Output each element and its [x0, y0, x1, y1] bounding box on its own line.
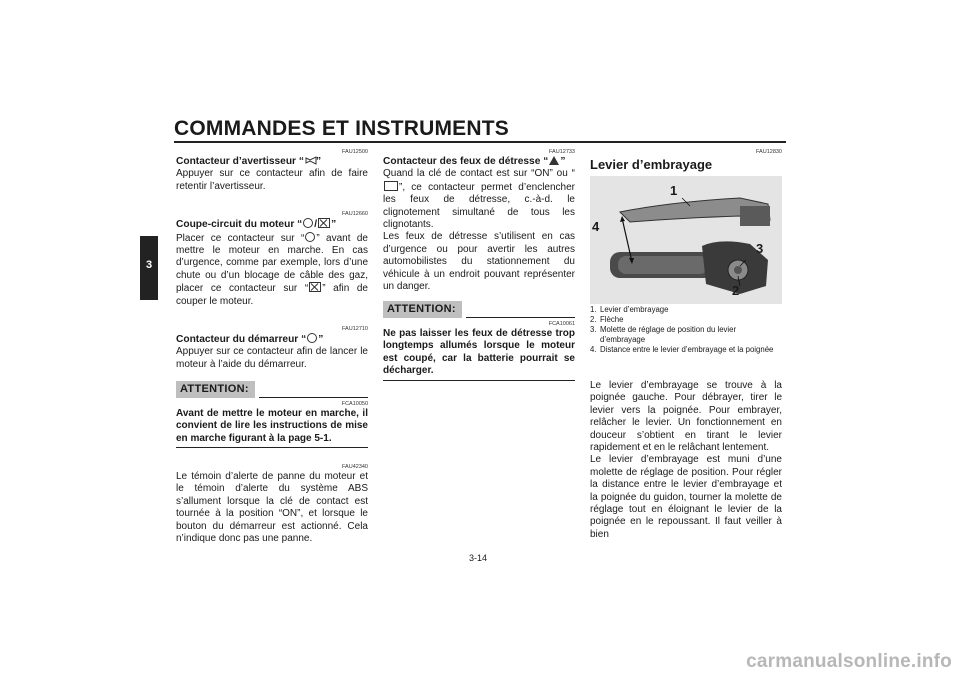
clutch-paragraph-2: Le levier d’embrayage est muni d’une molette de réglage de position. Pour régler la distance entre le levier d’embrayage et la poignée du guidon, tourner la molette de réglage tout en éloignant le levier de la poignée en le repoussant. Il faut veiller à bien	[590, 454, 782, 540]
page-header-title: COMMANDES ET INSTRUMENTS	[174, 117, 509, 140]
reference-code: FAU12660	[342, 211, 368, 218]
clutch-lever-figure	[590, 176, 782, 304]
engine-stop-icon	[309, 282, 321, 292]
column-left	[176, 149, 368, 545]
reference-code: FCA10061	[548, 320, 575, 327]
hazard-icon	[549, 156, 559, 165]
figure-callout-3: 3	[756, 241, 764, 256]
caption-item: 2. Flèche	[590, 315, 624, 324]
hazard-description-2: Les feux de détresse s’utilisent en cas d’urgence ou pour avertir les autres automobilistes du stationnement du véhicule à un endroit pouvant représenter un danger.	[383, 231, 575, 293]
section-heading-starter: Contacteur du démarreur “ ”	[176, 334, 324, 346]
reference-code: FAU42340	[342, 463, 368, 470]
reference-code: FCA10050	[341, 400, 368, 407]
section-heading-hazard: Contacteur des feux de détresse “ ”	[383, 156, 566, 167]
column-right-body	[590, 380, 782, 541]
attention-badge: ATTENTION:	[383, 301, 462, 317]
horn-icon	[305, 156, 315, 164]
section-heading-clutch: Levier d’embrayage	[590, 157, 713, 172]
figure-captions	[590, 305, 782, 355]
watermark: carmanualsonline.info	[746, 651, 952, 672]
hazard-description-1: Quand la clé de contact est sur “ON” ou “”, ce contacteur permet d’enclencher les feux de détresse, c.-à-d. le clignotement simultané de tous les clignotants.	[383, 168, 575, 231]
caption-item: 4. Distance entre le levier d’embrayage et la poignée	[590, 345, 774, 354]
attention-text: Ne pas laisser les feux de détresse trop longtemps allumés lorsque le moteur est coupé, car la batterie pourrait se décharger.	[383, 328, 575, 381]
starter-description: Appuyer sur ce contacteur afin de lancer le moteur à l’aide du démarreur.	[176, 346, 368, 370]
section-heading-engine-stop: Coupe-circuit du moteur “ / ”	[176, 219, 337, 231]
attention-rule	[466, 317, 575, 318]
section-heading-horn: Contacteur d’avertisseur “ ”	[176, 156, 322, 167]
starter-icon	[307, 333, 317, 343]
reference-code: FAU12500	[342, 149, 368, 155]
page-number: 3-14	[469, 553, 488, 563]
attention-rule	[259, 397, 368, 398]
attention-text: Avant de mettre le moteur en marche, il convient de lire les instructions de mise en marche figurant à la page 5-1.	[176, 408, 368, 448]
clutch-paragraph-1: Le levier d’embrayage se trouve à la poignée gauche. Pour débrayer, tirer le levier vers la poignée. Pour embrayer, relâcher le levier. Un fonctionnement en douceur s’obtient en tirant le levier rapidement et en le relâchant lentement.	[590, 380, 782, 454]
attention-header	[176, 381, 368, 397]
abs-warning-description: Le témoin d’alerte de panne du moteur et le témoin d’alerte du système ABS s’allument lorsque la clé de contact est tournée à la position “ON”, et lorsque le bouton du démarreur est actionné. Cela n’indique donc pas une panne.	[176, 470, 368, 544]
header-rule	[174, 141, 786, 143]
figure-callout-1: 1	[670, 183, 678, 198]
reference-code: FAU12710	[342, 326, 368, 333]
engine-stop-description: Placer ce contacteur sur “ ” avant de mettre le moteur en marche. En cas d’urgence, comme par exemple, lors d’une chute ou d’un blocage de câble des gaz, placer ce contacteur sur “ ” afin de couper le moteur.	[176, 232, 368, 307]
parking-key-icon	[384, 181, 398, 191]
figure-callout-4: 4	[592, 219, 600, 234]
reference-code: FAU12733	[549, 149, 575, 155]
engine-stop-icon	[318, 218, 330, 228]
caption-item: 3. Molette de réglage de position du levier d’embrayage	[590, 325, 737, 344]
column-middle	[383, 149, 575, 381]
attention-header	[383, 301, 575, 317]
chapter-tab: 3	[140, 236, 158, 300]
horn-description: Appuyer sur ce contacteur afin de faire retentir l’avertisseur.	[176, 168, 368, 192]
figure-callout-2: 2	[732, 283, 740, 298]
engine-run-icon	[303, 218, 313, 228]
reference-code: FAU12830	[756, 149, 782, 155]
column-right-heading	[590, 149, 782, 173]
caption-item: 1. Levier d’embrayage	[590, 305, 669, 314]
engine-run-icon	[305, 232, 315, 242]
attention-badge: ATTENTION:	[176, 381, 255, 397]
